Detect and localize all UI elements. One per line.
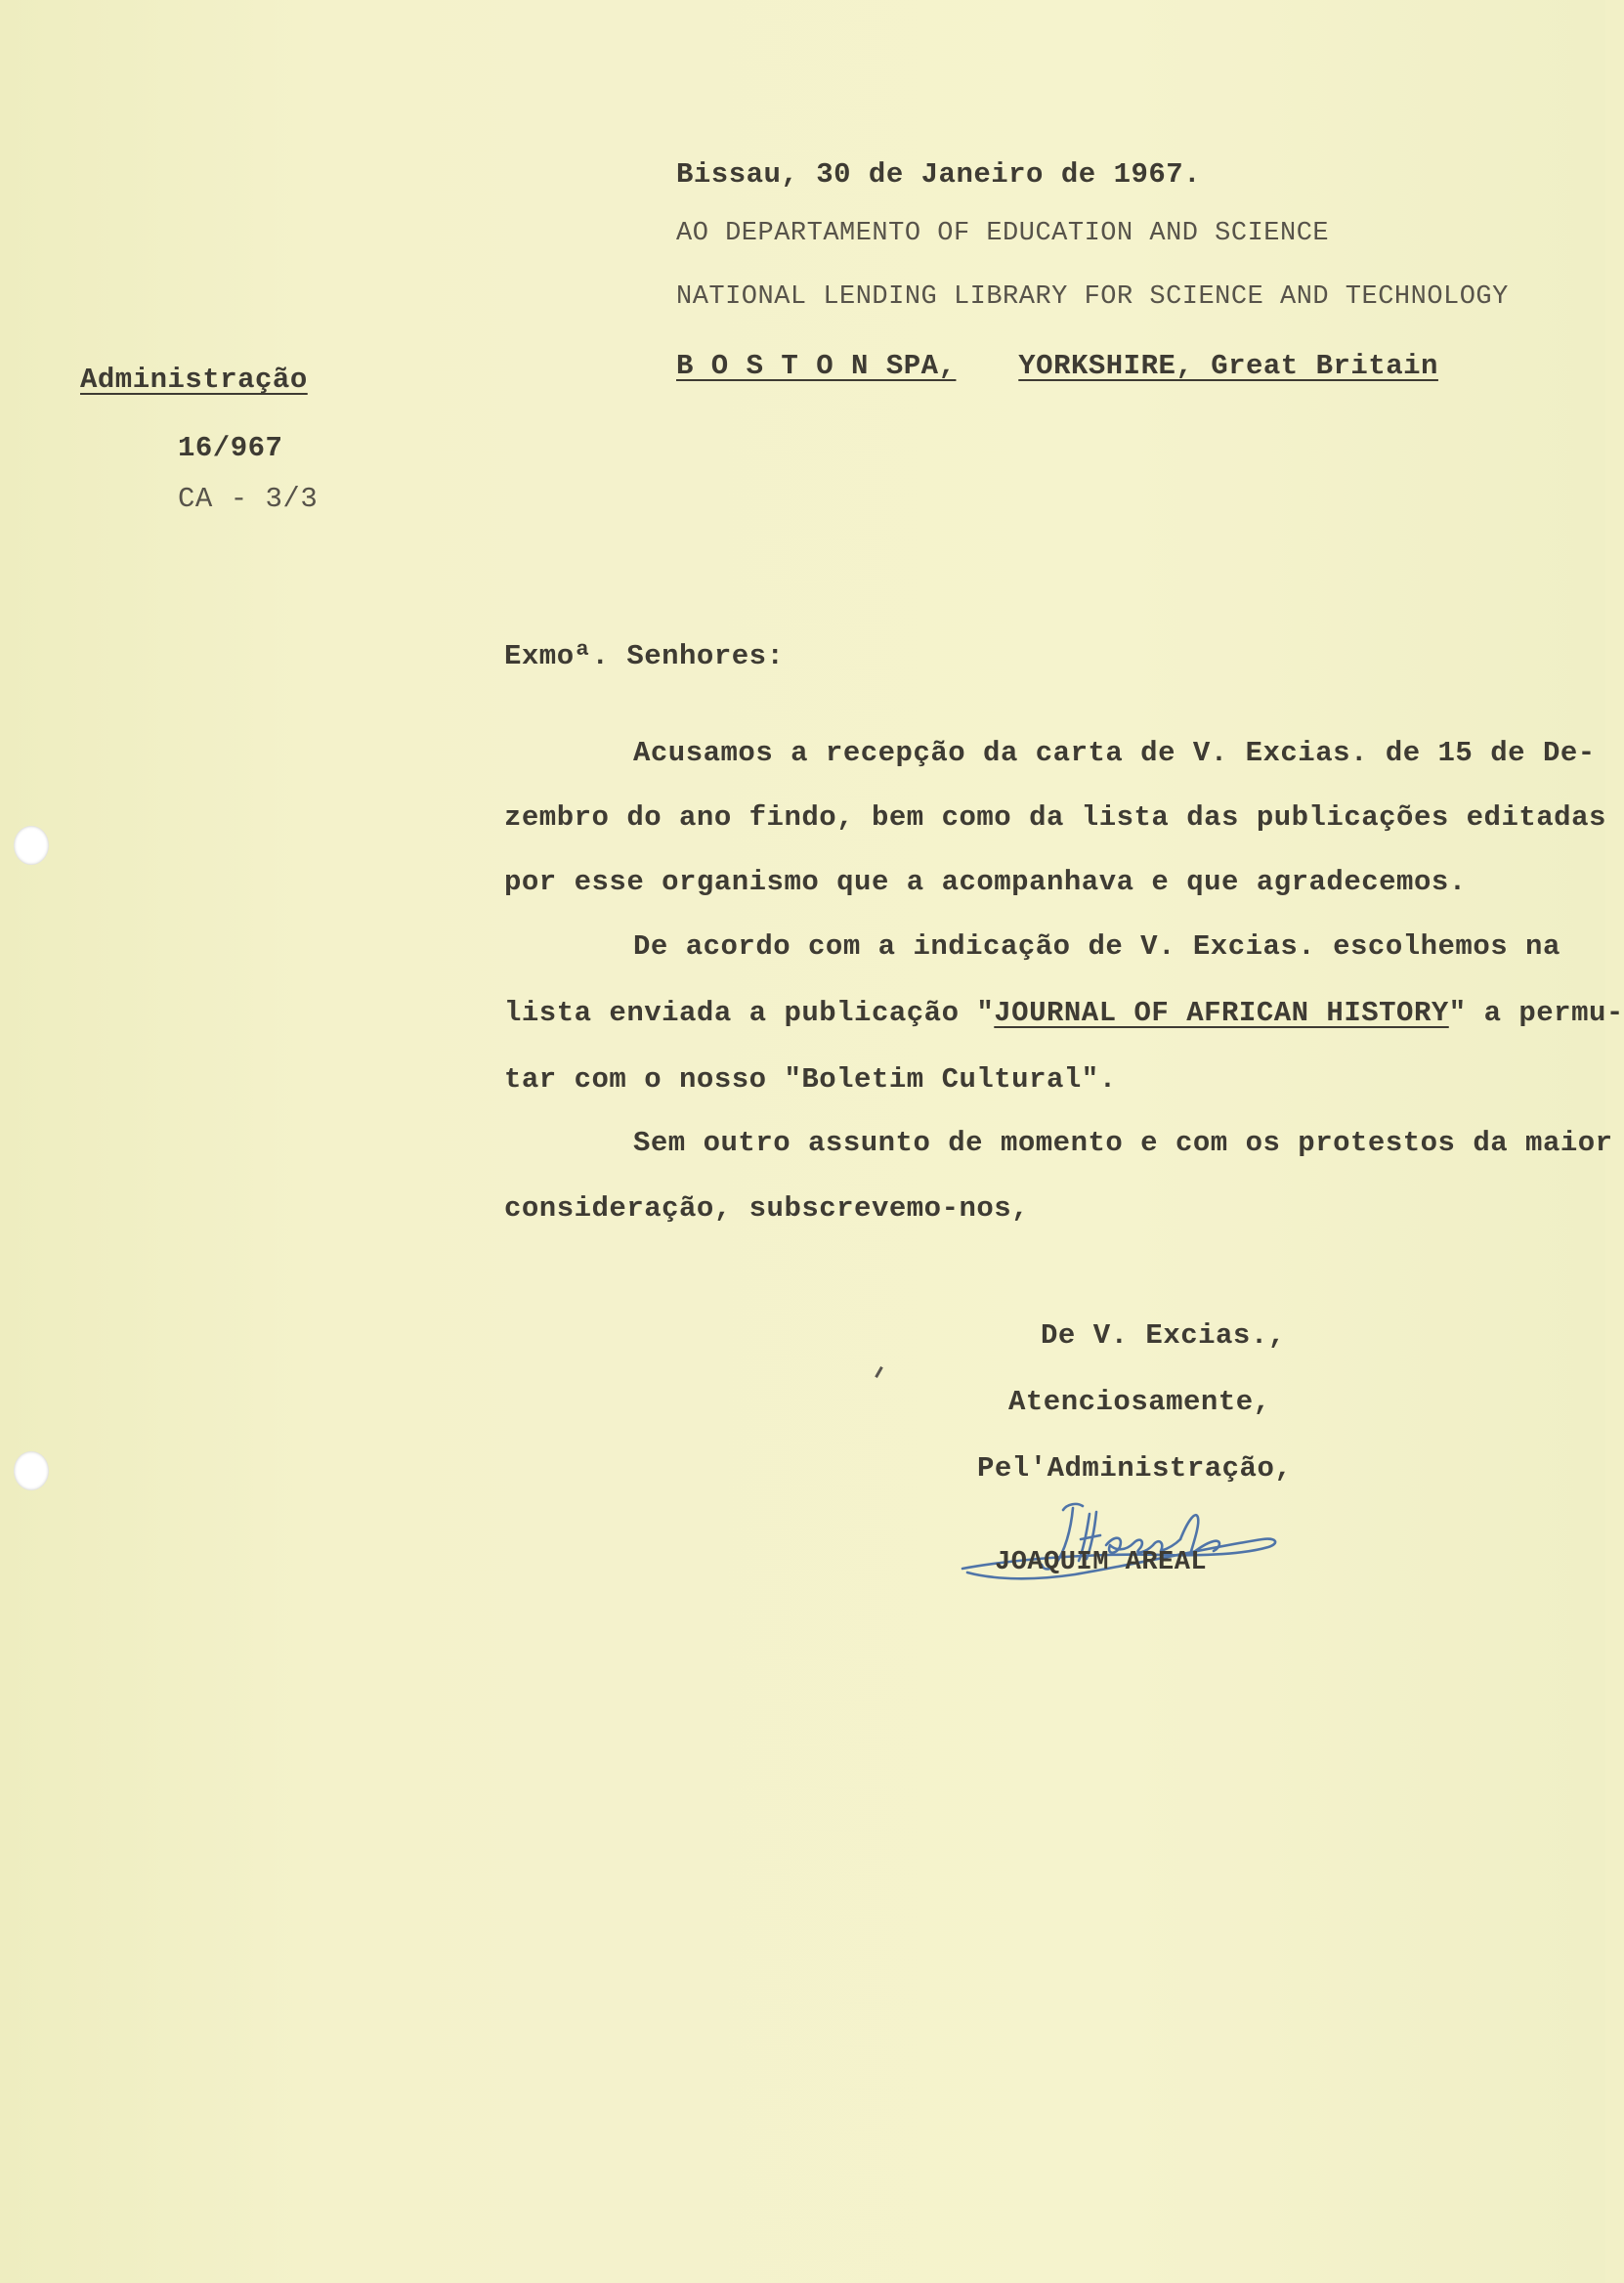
signature-icon [958,1490,1285,1598]
paragraph-1-line-3: por esse organismo que a acompanhava e que agradecemos. [504,866,1467,898]
recipient-line-2: NATIONAL LENDING LIBRARY FOR SCIENCE AND TECHNOLOGY [676,282,1509,312]
paragraph-2-line-2-pre: lista enviada a publicação " [504,997,995,1029]
reference-number: 16/967 [178,432,283,464]
paragraph-3-line-1: Sem outro assunto de momento e com os protestos da maior [633,1127,1613,1159]
recipient-address [676,350,1438,382]
reference-code: CA - 3/3 [178,483,319,515]
paragraph-2-line-1: De acordo com a indicação de V. Excias. escolhemos na [633,930,1560,963]
paragraph-2-line-2-post: " a permu- [1448,997,1624,1029]
closing-line-3: Pel'Administração, [977,1452,1293,1485]
closing-line-1: De V. Excias., [1041,1319,1286,1352]
paragraph-2-line-2 [504,997,1624,1029]
handwritten-signature [958,1490,1285,1598]
punch-hole-top [14,826,49,865]
paragraph-3-line-2: consideração, subscrevemo-nos, [504,1192,1030,1225]
signer-name: JOAQUIM AREAL [995,1548,1208,1577]
punch-hole-bottom [14,1451,49,1490]
closing-line-2: Atenciosamente, [1008,1386,1271,1418]
reference-department: Administração [80,364,308,396]
publication-title: JOURNAL OF AFRICAN HISTORY [994,997,1449,1029]
paragraph-2-line-3: tar com o nosso "Boletim Cultural". [504,1063,1117,1096]
ink-speck [875,1366,883,1378]
paragraph-1-line-2: zembro do ano findo, bem como da lista das publicações editadas [504,801,1606,834]
date-line: Bissau, 30 de Janeiro de 1967. [676,158,1202,191]
paragraph-1-line-1: Acusamos a recepção da carta de V. Excias. de 15 de De- [633,737,1596,769]
salutation: Exmoª. Senhores: [504,640,785,672]
address-city: B O S T O N SPA, [676,350,957,382]
recipient-line-1: AO DEPARTAMENTO OF EDUCATION AND SCIENCE [676,219,1330,248]
address-region: YORKSHIRE, Great Britain [1018,350,1438,382]
